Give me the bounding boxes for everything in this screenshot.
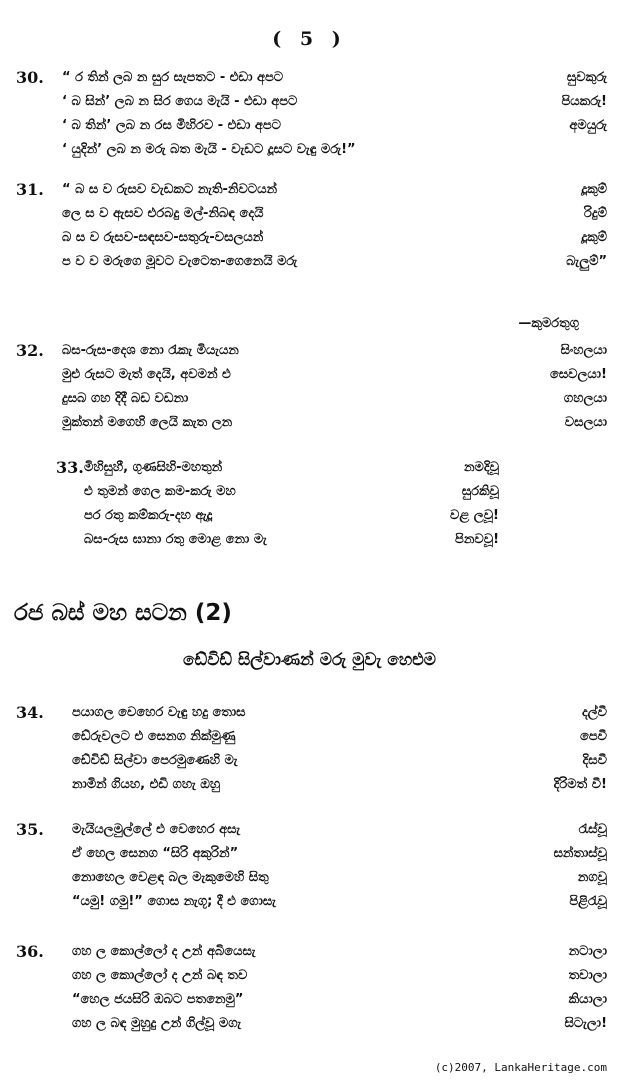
verse-line bbox=[0, 413, 619, 437]
verse-text: “ ර තින් ලබ න සුර සැපතට - එඩා අපට bbox=[62, 70, 284, 85]
verse-end-word: දූකුම් bbox=[581, 182, 607, 197]
verse-text: ගහ ල බඳ මුහුදු උන් ගිල්වූ මගැ bbox=[72, 1016, 242, 1031]
verse-text: ගහ ල කොල්ලෝ ද උන් බඳ තව bbox=[72, 968, 248, 983]
verse-end-word: කියාලා bbox=[568, 992, 607, 1007]
verse-line bbox=[0, 868, 619, 892]
verse-end-word: තවාලා bbox=[568, 968, 607, 983]
stanza-36 bbox=[0, 942, 619, 1038]
verse-text: “හෙල ජයසිරි ඔබට පතනෙමු” bbox=[72, 992, 244, 1007]
page-number: ( 5 ) bbox=[272, 28, 347, 50]
verse-text: එ තුමන් ගෙල කම-කරු මහ bbox=[84, 484, 236, 499]
verse-line bbox=[0, 727, 619, 751]
verse-line bbox=[0, 1014, 619, 1038]
verse-line bbox=[0, 204, 619, 228]
verse-end-word: රැස්වූ bbox=[578, 822, 607, 837]
verse-end-word: දල්වී bbox=[581, 705, 607, 720]
verse-end-word: දිරිමත් වී! bbox=[553, 777, 607, 792]
verse-text: බස-රුස ඝානා රතු මොළ නො මැ bbox=[84, 532, 267, 547]
verse-text: “යමු! ගමු!” ගොස නැගූ; දී එ ගොසැ bbox=[72, 894, 276, 909]
verse-text: මුක්තන් මගෙහි ලෙයි කැත ලන bbox=[62, 415, 233, 430]
verse-text: පර රතු කම්කරු-දහ ඇදූ bbox=[84, 508, 213, 523]
verse-end-word: සෙවලයා! bbox=[549, 367, 607, 382]
stanza-31 bbox=[0, 180, 619, 276]
verse-text: මුළු රුසට මැත් දෙයි, අවමන් එ bbox=[62, 367, 231, 382]
verse-text: ප ව ව මරුගෙ මූවට වැටෙත-ගෙනෙයි මරු bbox=[62, 254, 298, 269]
stanza-number: 33. bbox=[56, 458, 84, 477]
verse-line bbox=[0, 228, 619, 252]
verse-line bbox=[0, 966, 619, 990]
stanza-number: 32. bbox=[16, 341, 44, 360]
stanza-35 bbox=[0, 820, 619, 916]
stanza-30 bbox=[0, 68, 619, 164]
verse-text: ඩේරුවලට එ සෙනග නික්මුණු bbox=[72, 729, 236, 744]
stanza-number: 35. bbox=[16, 820, 44, 839]
verse-text: මැයියලමුල්ලේ එ වෙහෙර අසැ bbox=[72, 822, 241, 837]
verse-end-word: අමයුරු bbox=[569, 118, 607, 133]
verse-end-word: සිංහලයා bbox=[560, 343, 607, 358]
verse-end-word: දිසවී bbox=[582, 753, 607, 768]
verse-line bbox=[0, 389, 619, 413]
verse-text: නාමින් ගියහ, එඩි ගහැ ඔහු bbox=[72, 777, 221, 792]
author-credit: —කුමරතුගු bbox=[518, 316, 579, 331]
verse-text: ලෙ ස ව ඇසව එරබදු මල්-නිබඳ දෙයි bbox=[62, 206, 264, 221]
verse-line bbox=[0, 116, 619, 140]
verse-line bbox=[0, 703, 619, 727]
verse-end-word: නගවූ bbox=[577, 870, 607, 885]
verse-text: ‘ බ තින්’ ලබ න රස මිහිරව - එඩා අපට bbox=[62, 118, 282, 133]
verse-line bbox=[0, 365, 619, 389]
verse-line bbox=[0, 458, 619, 482]
verse-text: පයාගල වෙහෙර වැඳු හදු තොස bbox=[72, 705, 246, 720]
section-title: රජ බස් මහ සටන (2) bbox=[14, 600, 232, 626]
verse-end-word: රිදුම් bbox=[584, 206, 607, 221]
verse-end-word: සුවකුරු bbox=[566, 70, 607, 85]
verse-line bbox=[0, 820, 619, 844]
verse-line bbox=[0, 775, 619, 799]
verse-line bbox=[0, 252, 619, 276]
stanza-33 bbox=[0, 458, 619, 554]
verse-line bbox=[0, 990, 619, 1014]
verse-end-word: සුරකිවූ bbox=[461, 484, 499, 499]
verse-text: බ ස ව රුසව-සඳසව-සතුරු-වසලයන් bbox=[62, 230, 264, 245]
verse-line bbox=[0, 530, 619, 554]
verse-text: බස-රුස-දෙශ නො රැකැ මියැයන bbox=[62, 343, 239, 358]
verse-end-word: නටාලා bbox=[568, 944, 607, 959]
verse-text: දුසබ ගහ දිදී බඩ වඩනා bbox=[62, 391, 189, 406]
verse-text: ඒ හෙල සෙනග “සිරි අකුරින්” bbox=[72, 846, 239, 861]
stanza-34 bbox=[0, 703, 619, 799]
verse-line bbox=[0, 506, 619, 530]
stanza-number: 36. bbox=[16, 942, 44, 961]
verse-line bbox=[0, 140, 619, 164]
section-subtitle: ඩේවිඩ් සිල්වාණන් මරු මුවැ හෙළුම bbox=[183, 650, 436, 670]
verse-end-word: පියකරු! bbox=[561, 94, 607, 109]
verse-end-word: සන්තාස්වූ bbox=[553, 846, 607, 861]
verse-end-word: වසලයා bbox=[564, 415, 607, 430]
verse-line bbox=[0, 180, 619, 204]
verse-text: මිහිසුහී, ගුණසිහි-මහතුන් bbox=[84, 460, 223, 475]
verse-end-word: පෙවී bbox=[579, 729, 607, 744]
verse-line bbox=[0, 341, 619, 365]
stanza-32 bbox=[0, 341, 619, 437]
verse-text: නොහෙල වෙළඳ බල මැකුමෙහි සිතු bbox=[72, 870, 269, 885]
verse-line bbox=[0, 844, 619, 868]
verse-end-word: දූකුම් bbox=[581, 230, 607, 245]
copyright-footer: (c)2007, LankaHeritage.com bbox=[434, 1061, 607, 1074]
verse-line bbox=[0, 751, 619, 775]
verse-line bbox=[0, 942, 619, 966]
verse-end-word: පිනවවූ! bbox=[455, 532, 499, 547]
verse-text: ‘ බ සින්’ ලබ න සිර ගෙය මැයි - එඩා අපට bbox=[62, 94, 298, 109]
verse-text: ගහ ල කොල්ලෝ ද උන් අබියෙසැ bbox=[72, 944, 256, 959]
verse-text: ‘ යුදින්’ ලබ න මරු බත මැයි - වැඩට දූසට වැඳු මරු!” bbox=[62, 142, 356, 157]
verse-end-word: බැලුම්” bbox=[566, 254, 607, 269]
verse-line bbox=[0, 482, 619, 506]
verse-line bbox=[0, 892, 619, 916]
verse-text: “ බ ස ව රුසව වැඩකට නැති-නිවටයන් bbox=[62, 182, 278, 197]
stanza-number: 31. bbox=[16, 180, 44, 199]
verse-end-word: නමදිවූ bbox=[463, 460, 499, 475]
verse-end-word: සිටැලා! bbox=[564, 1016, 607, 1031]
verse-end-word: වළ ලවූ! bbox=[450, 508, 499, 523]
stanza-number: 34. bbox=[16, 703, 44, 722]
verse-end-word: ගහලයා bbox=[563, 391, 607, 406]
verse-line bbox=[0, 92, 619, 116]
verse-end-word: පිළිරැවූ bbox=[569, 894, 607, 909]
stanza-number: 30. bbox=[16, 68, 44, 87]
verse-line bbox=[0, 68, 619, 92]
verse-text: ඩේවිඩ් සිල්වා පෙරමුණෙහි මැ bbox=[72, 753, 238, 768]
